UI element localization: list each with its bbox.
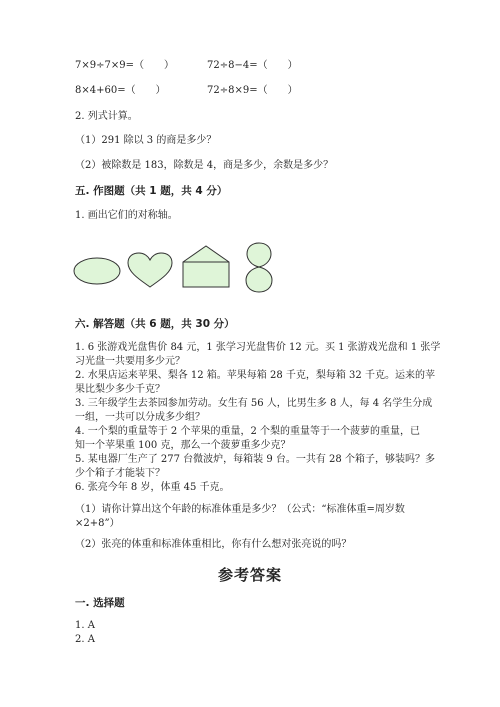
- calc-row2-left: 8×4+60=（ ）: [75, 85, 166, 96]
- problem-1-line-2: 习光盘一共要用多少元？: [75, 356, 185, 367]
- question-2-part-2: （2）被除数是 183，除数是 4，商是多少，余数是多少？: [75, 160, 334, 171]
- problem-6-sub-1-line-1: （1）请你计算出这个年龄的标准体重是多少？（公式：“标准体重=周岁数: [75, 504, 405, 515]
- question-2-title: 2. 列式计算。: [75, 111, 138, 122]
- calc-row1-left: 7×9÷7×9=（ ）: [75, 60, 174, 71]
- problem-2-line-2: 果比梨少多少千克？: [75, 384, 165, 395]
- section-5-question-1: 1. 画出它们的对称轴。: [75, 210, 178, 221]
- heart-shape: [128, 253, 172, 287]
- problem-3-line-2: 一组，一共可以分成多少组？: [75, 412, 205, 423]
- problem-6-sub-1-line-2: ×2+8”）: [75, 518, 120, 529]
- answers-title: 参考答案: [217, 566, 282, 584]
- house-pentagon-shape: [183, 246, 229, 287]
- section-5-heading: 五. 作图题（共 1 题，共 4 分）: [75, 185, 228, 197]
- problem-6-sub-2: （2）张亮的体重和标准体重相比，你有什么想对张亮说的吗？: [75, 539, 352, 550]
- calc-row2-right: 72÷8×9=（ ）: [207, 85, 298, 96]
- problem-6-line-1: 6. 张亮今年 8 岁，体重 45 千克。: [75, 482, 230, 493]
- problem-2-line-1: 2. 水果店运来苹果、梨各 12 箱。苹果每箱 28 千克，梨每箱 32 千克。运来的苹: [75, 370, 435, 381]
- section-6-heading: 六. 解答题（共 6 题，共 30 分）: [75, 318, 235, 330]
- problem-5-line-2: 少个箱子才能装下？: [75, 468, 165, 479]
- problem-4-line-2: 知一个苹果重 100 克，那么一个菠萝重多少克？: [75, 440, 291, 451]
- symmetry-shapes: [70, 238, 280, 294]
- problem-3-line-1: 3. 三年级学生去茶园参加劳动。女生有 56 人，比男生多 8 人，每 4 名学生分成: [75, 398, 433, 409]
- problem-5-line-1: 5. 某电器厂生产了 277 台微波炉，每箱装 9 台。一共有 28 个箱子，够装吗？多: [75, 454, 435, 465]
- problem-1-line-1: 1. 6 张游戏光盘售价 84 元，1 张学习光盘售价 12 元。买 1 张游戏光盘和 1 张学: [75, 342, 441, 353]
- figure-eight-shape: [246, 243, 272, 292]
- answers-section-1-heading: 一. 选择题: [75, 597, 125, 609]
- calc-row1-right: 72÷8−4=（ ）: [207, 60, 298, 71]
- ellipse-shape: [74, 258, 120, 284]
- question-2-part-1: （1）291 除以 3 的商是多少？: [75, 135, 217, 146]
- problem-4-line-1: 4. 一个梨的重量等于 2 个苹果的重量，2 个梨的重量等于一个菠萝的重量，已: [75, 426, 420, 437]
- answer-1: 1. A: [75, 620, 95, 631]
- answer-2: 2. A: [75, 634, 95, 645]
